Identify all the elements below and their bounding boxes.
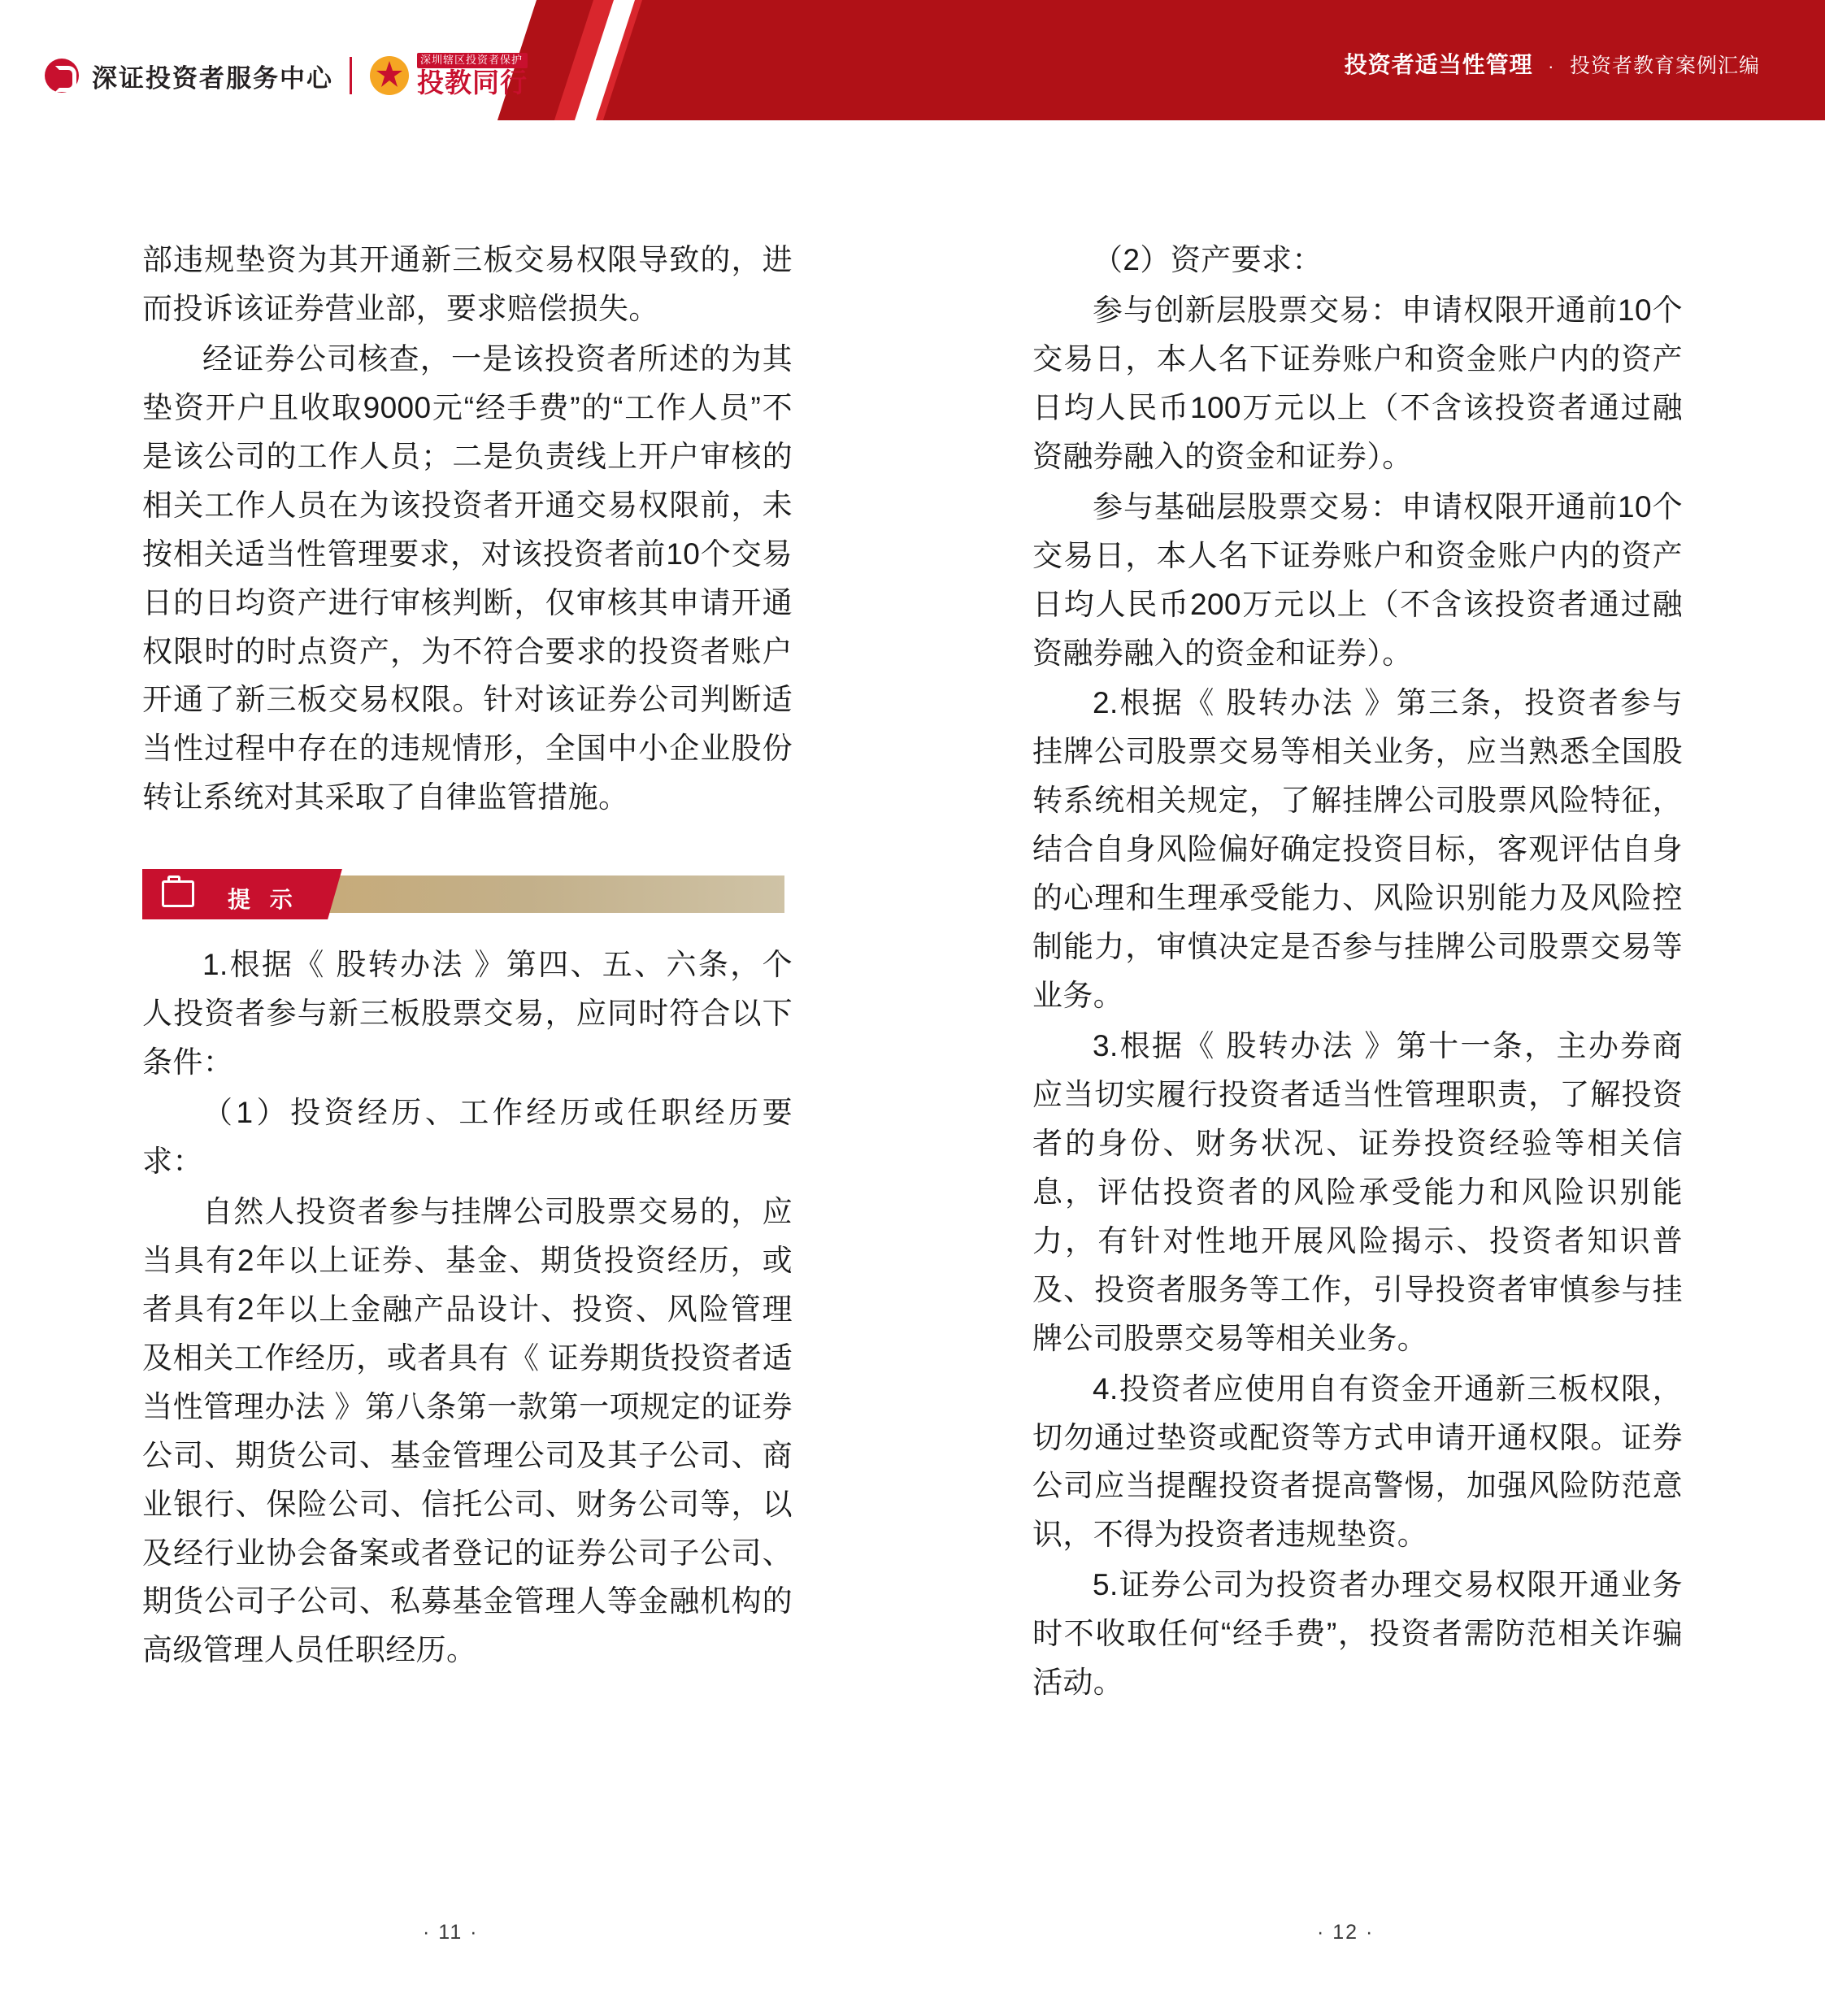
logo-divider (350, 57, 352, 94)
paragraph: 自然人投资者参与挂牌公司股票交易的，应当具有2年以上证券、基金、期货投资经历，或者具有2年以上金融产品设计、投资、风险管理及相关工作经历，或者具有《 证券期货投资者适当性管理办法 》第八条第一款第一项规定的证券公司、期货公司、基金管理公司及其子公司、商业银行、保险公司、信托公司、财务公司等，以及经行业协会备案或者登记的证券公司子公司、期货公司子公司、私募基金管理人等金融机构的高级管理人员任职经历。 (142, 1194, 793, 1667)
paragraph: 参与创新层股票交易：申请权限开通前10个交易日，本人名下证券账户和资金账户内的资产日均人民币100万元以上（不含该投资者通过融资融券融入的资金和证券）。 (1032, 293, 1683, 473)
paragraph: （1）投资经历、工作经历或任职经历要求： (142, 1096, 793, 1178)
paragraph: 4.投资者应使用自有资金开通新三板权限，切勿通过垫资或配资等方式申请开通权限。证券公司应当提醒投资者提高警惕，加强风险防范意识，不得为投资者违规垫资。 (1032, 1371, 1683, 1552)
paragraph: 部违规垫资为其开通新三板交易权限导致的，进而投诉该证券营业部，要求赔偿损失。 (142, 243, 793, 325)
folder-icon (162, 880, 194, 907)
paragraph: 3.根据《 股转办法 》第十一条，主办券商应当切实履行投资者适当性管理职责，了解投资者的身份、财务状况、证券投资经验等相关信息，评估投资者的风险承受能力和风险识别能力，有针对性地开展风险揭示、投资者知识普及、投资者服务等工作，引导投资者审慎参与挂牌公司股票交易等相关业务。 (1032, 1029, 1683, 1355)
badge-title: 投教同行 (417, 67, 528, 98)
header-title-main: 投资者适当性管理 (1344, 52, 1533, 77)
right-column (1032, 236, 1683, 1709)
paragraph: 5.证券公司为投资者办理交易权限开通业务时不收取任何“经手费”，投资者需防范相关诈骗活动。 (1032, 1568, 1683, 1700)
brand-logo (45, 50, 528, 101)
tip-banner (142, 869, 784, 919)
badge-logo (368, 53, 528, 98)
header-title (1345, 47, 1760, 80)
page-header (0, 0, 1825, 120)
badge-subtitle: 深圳辖区投资者保护 (417, 53, 528, 68)
star-figure-icon (368, 54, 411, 97)
left-column (142, 236, 793, 1676)
paragraph: 2.根据《 股转办法 》第三条，投资者参与挂牌公司股票交易等相关业务，应当熟悉全国股转系统相关规定，了解挂牌公司股票风险特征，结合自身风险偏好确定投资目标，客观评估自身的心理和生理承受能力、风险识别能力及风险控制能力，审慎决定是否参与挂牌公司股票交易等业务。 (1032, 686, 1683, 1013)
tip-banner-label: 提 示 (228, 887, 299, 913)
page-number-left: · 11 · (423, 1921, 479, 1944)
brand-name: 深证投资者服务中心 (92, 63, 333, 93)
paragraph: 参与基础层股票交易：申请权限开通前10个交易日，本人名下证券账户和资金账户内的资产日均人民币200万元以上（不含该投资者通过融资融券融入的资金和证券）。 (1032, 489, 1683, 670)
shenzhen-logo-icon (45, 59, 79, 93)
page-number-right: · 12 · (1317, 1921, 1375, 1944)
paragraph: 1.根据《 股转办法 》第四、五、六条，个人投资者参与新三板股票交易，应同时符合以下条件： (142, 948, 793, 1080)
paragraph: （2）资产要求： (1093, 243, 1323, 276)
header-title-sub: 投资者教育案例汇编 (1569, 54, 1760, 77)
paragraph: 经证券公司核查，一是该投资者所述的为其垫资开户且收取9000元“经手费”的“工作人员”不是该公司的工作人员；二是负责线上开户审核的相关工作人员在为该投资者开通交易权限前，未按相关适当性管理要求，对该投资者前10个交易日的日均资产进行审核判断，仅审核其申请开通权限时的时点资产，为不符合要求的投资者账户开通了新三板交易权限。针对该证券公司判断适当性过程中存在的违规情形，全国中小企业股份转让系统对其采取了自律监管措施。 (142, 341, 793, 815)
header-title-separator: · (1548, 56, 1555, 76)
